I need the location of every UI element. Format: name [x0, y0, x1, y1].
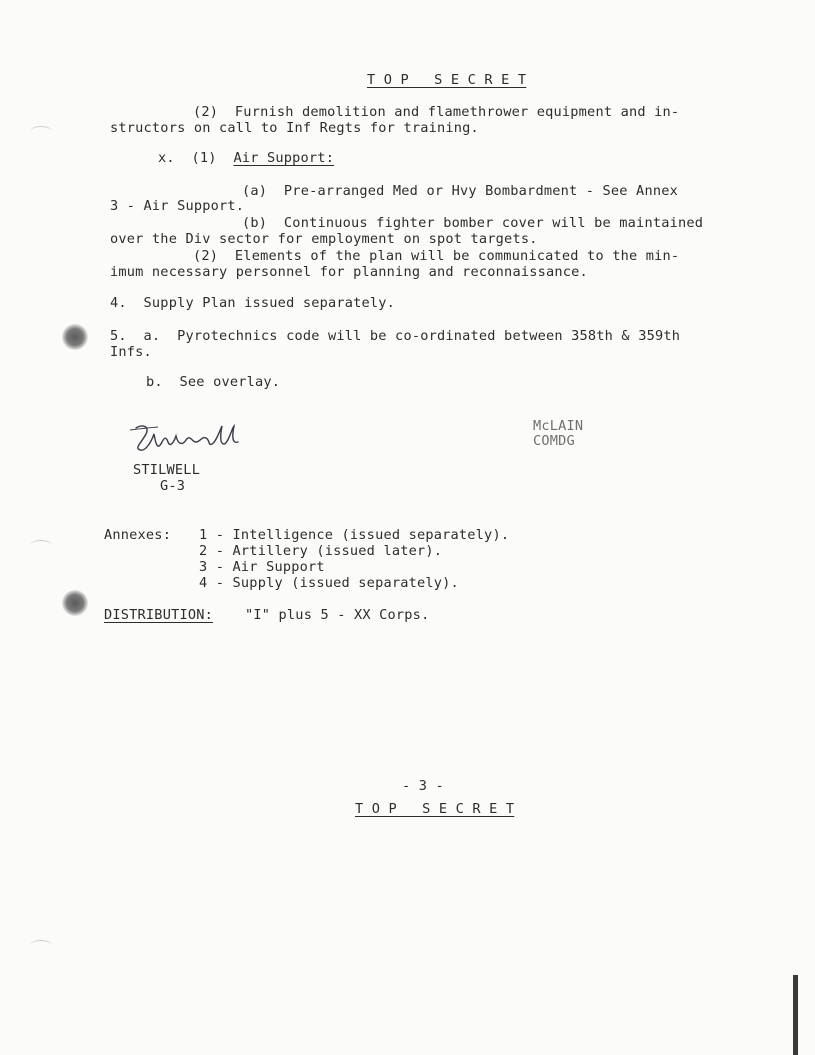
annex-item: 4 - Supply (issued separately).: [199, 575, 459, 591]
signature-name-right: McLAIN: [533, 418, 584, 434]
item-5-line-2: Infs.: [110, 344, 152, 360]
ink-smudge: [62, 590, 88, 616]
para-c-line-2: imum necessary personnel for planning and reconnaissance.: [110, 264, 588, 280]
item-4: 4. Supply Plan issued separately.: [110, 295, 396, 311]
hole-punch-mark: [30, 126, 52, 137]
para-b-line-1: (b) Continuous fighter bomber cover will be maintained: [242, 215, 704, 231]
annex-item: 3 - Air Support: [199, 559, 325, 575]
distribution-label: DISTRIBUTION:: [104, 607, 213, 623]
hole-punch-mark: [30, 940, 52, 951]
top-secret-header: T O P S E C R E T: [367, 72, 527, 88]
item-5b: b. See overlay.: [146, 374, 281, 390]
ink-smudge: [62, 324, 88, 350]
hole-punch-mark: [30, 540, 52, 551]
scan-edge-bar: [793, 975, 798, 1055]
distribution-value: "I" plus 5 - XX Corps.: [245, 607, 430, 623]
annexes-label: Annexes:: [104, 527, 172, 543]
signature-title-right: COMDG: [533, 433, 575, 449]
para-c-line-1: (2) Elements of the plan will be communicated to the min-: [193, 248, 680, 264]
para-a-line-1: (a) Pre-arranged Med or Hvy Bombardment - See Annex: [242, 183, 678, 199]
top-secret-footer: T O P S E C R E T: [355, 801, 515, 817]
signature-name-left: STILWELL: [133, 462, 201, 478]
para-2-line-1: (2) Furnish demolition and flamethrower equipment and in-: [193, 104, 680, 120]
air-support-heading-prefix: x. (1): [158, 150, 234, 166]
air-support-heading-label: Air Support:: [233, 150, 335, 166]
para-a-line-2: 3 - Air Support.: [110, 198, 245, 214]
item-5-line-1: 5. a. Pyrotechnics code will be co-ordinated between 358th & 359th: [110, 328, 681, 344]
air-support-heading: [158, 150, 334, 166]
para-2-line-2: structors on call to Inf Regts for training.: [110, 120, 479, 136]
annex-item: 2 - Artillery (issued later).: [199, 543, 443, 559]
annex-item: 1 - Intelligence (issued separately).: [199, 527, 510, 543]
signature-title-left: G-3: [160, 478, 186, 494]
para-b-line-2: over the Div sector for employment on spot targets.: [110, 231, 538, 247]
handwritten-signature-stilwell: [128, 420, 248, 460]
page-number: - 3 -: [402, 778, 444, 794]
